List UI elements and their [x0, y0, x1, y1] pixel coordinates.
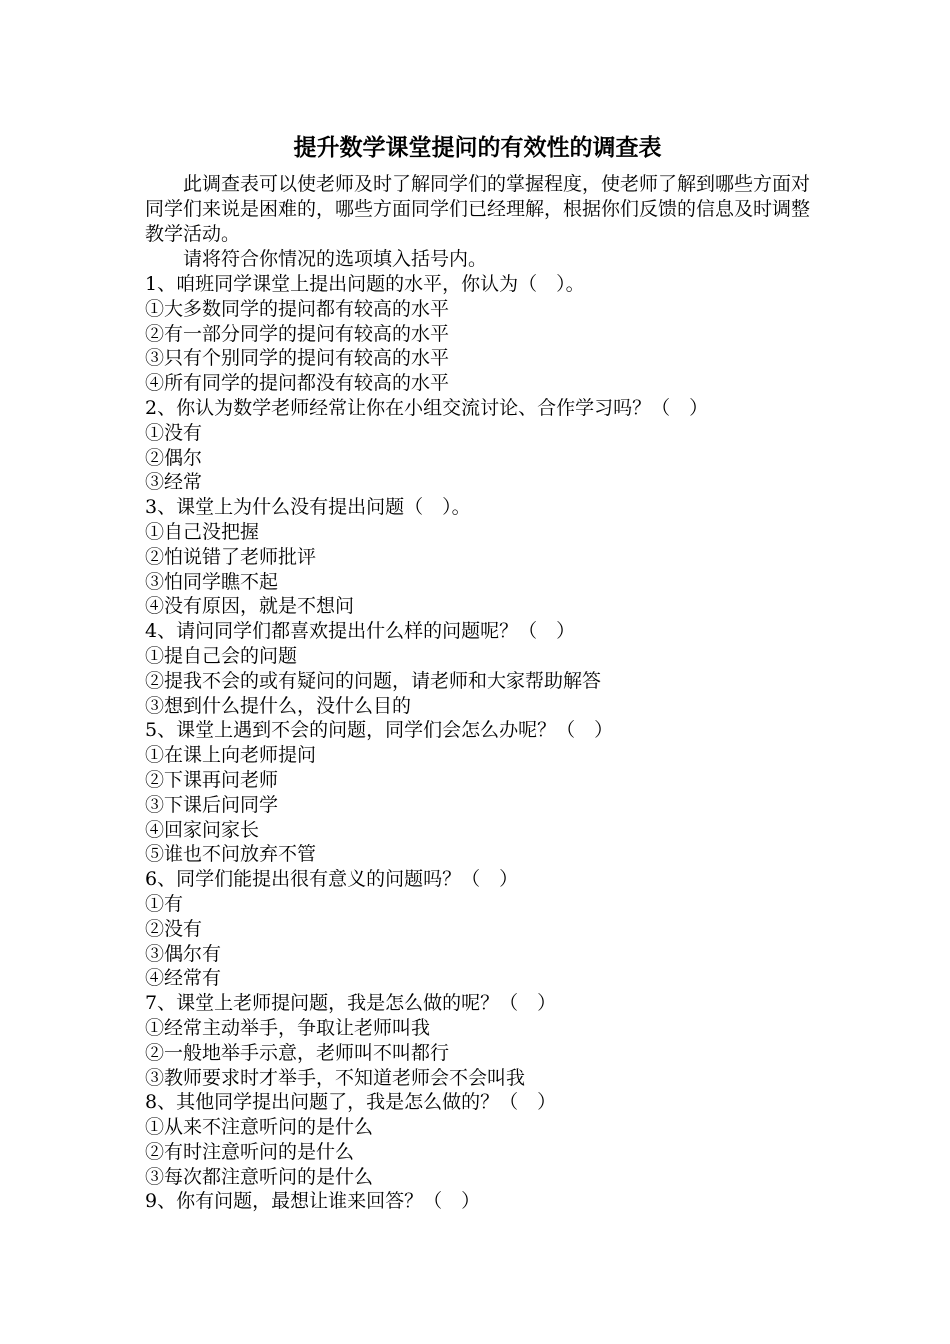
question-option: ①从来不注意听问的是什么: [145, 1116, 374, 1139]
question-option: ③想到什么提什么，没什么目的: [145, 694, 412, 717]
question-option: ②有一部分同学的提问有较高的水平: [145, 322, 450, 345]
question-text: 5、课堂上遇到不会的问题，同学们会怎么办呢？（ ）: [145, 719, 614, 742]
intro-paragraph: 此调查表可以使老师及时了解同学们的掌握程度，使老师了解到哪些方面对同学们来说是困难的，哪些方面同学们已经理解，根据你们反馈的信息及时调整教学活动。: [145, 173, 811, 245]
document-page: [145, 132, 810, 1214]
question-option: ②提我不会的或有疑问的问题，请老师和大家帮助解答: [145, 669, 602, 692]
question-text: 7、课堂上老师提问题，我是怎么做的呢？（ ）: [145, 992, 557, 1015]
question-option: ③怕同学瞧不起: [145, 570, 279, 593]
question-option: ①自己没把握: [145, 520, 260, 543]
question-option: ④没有原因，就是不想问: [145, 595, 355, 618]
question-option: ④经常有: [145, 967, 222, 990]
question-option: ③偶尔有: [145, 942, 222, 965]
question-option: ②怕说错了老师批评: [145, 545, 317, 568]
document-title: 提升数学课堂提问的有效性的调查表: [293, 134, 662, 161]
question-option: ④所有同学的提问都没有较高的水平: [145, 372, 450, 395]
question-option: ②一般地举手示意，老师叫不叫都行: [145, 1041, 450, 1064]
question-option: ④回家问家长: [145, 818, 260, 841]
question-option: ⑤谁也不问放弃不管: [145, 843, 317, 866]
question-option: ③经常: [145, 471, 203, 494]
question-text: 2、你认为数学老师经常让你在小组交流讨论、合作学习吗？（ ）: [145, 396, 709, 419]
question-option: ①经常主动举手，争取让老师叫我: [145, 1016, 431, 1039]
question-option: ①在课上向老师提问: [145, 744, 317, 767]
question-option: ②没有: [145, 917, 203, 940]
question-text: 6、同学们能提出很有意义的问题吗？（ ）: [145, 868, 519, 891]
question-option: ③教师要求时才举手，不知道老师会不会叫我: [145, 1066, 526, 1089]
question-option: ①提自己会的问题: [145, 644, 298, 667]
question-option: ②有时注意听问的是什么: [145, 1140, 355, 1163]
question-option: ③只有个别同学的提问有较高的水平: [145, 347, 450, 370]
question-option: ①没有: [145, 421, 203, 444]
question-option: ①大多数同学的提问都有较高的水平: [145, 297, 450, 320]
question-text: 8、其他同学提出问题了，我是怎么做的？（ ）: [145, 1091, 557, 1114]
question-text: 1、咱班同学课堂上提出问题的水平，你认为（ ）。: [145, 273, 585, 295]
question-option: ②偶尔: [145, 446, 203, 469]
question-option: ①有: [145, 892, 184, 915]
question-text: 4、请问同学们都喜欢提出什么样的问题呢？（ ）: [145, 620, 576, 643]
question-text: 3、课堂上为什么没有提出问题（ ）。: [145, 496, 471, 519]
instruction-paragraph: 请将符合你情况的选项填入括号内。: [183, 248, 488, 270]
question-text: 9、你有问题，最想让谁来回答？（ ）: [145, 1190, 481, 1213]
question-option: ③下课后问同学: [145, 793, 279, 816]
question-list: [145, 272, 810, 1214]
question-option: ③每次都注意听问的是什么: [145, 1165, 374, 1188]
question-option: ②下课再问老师: [145, 768, 279, 791]
